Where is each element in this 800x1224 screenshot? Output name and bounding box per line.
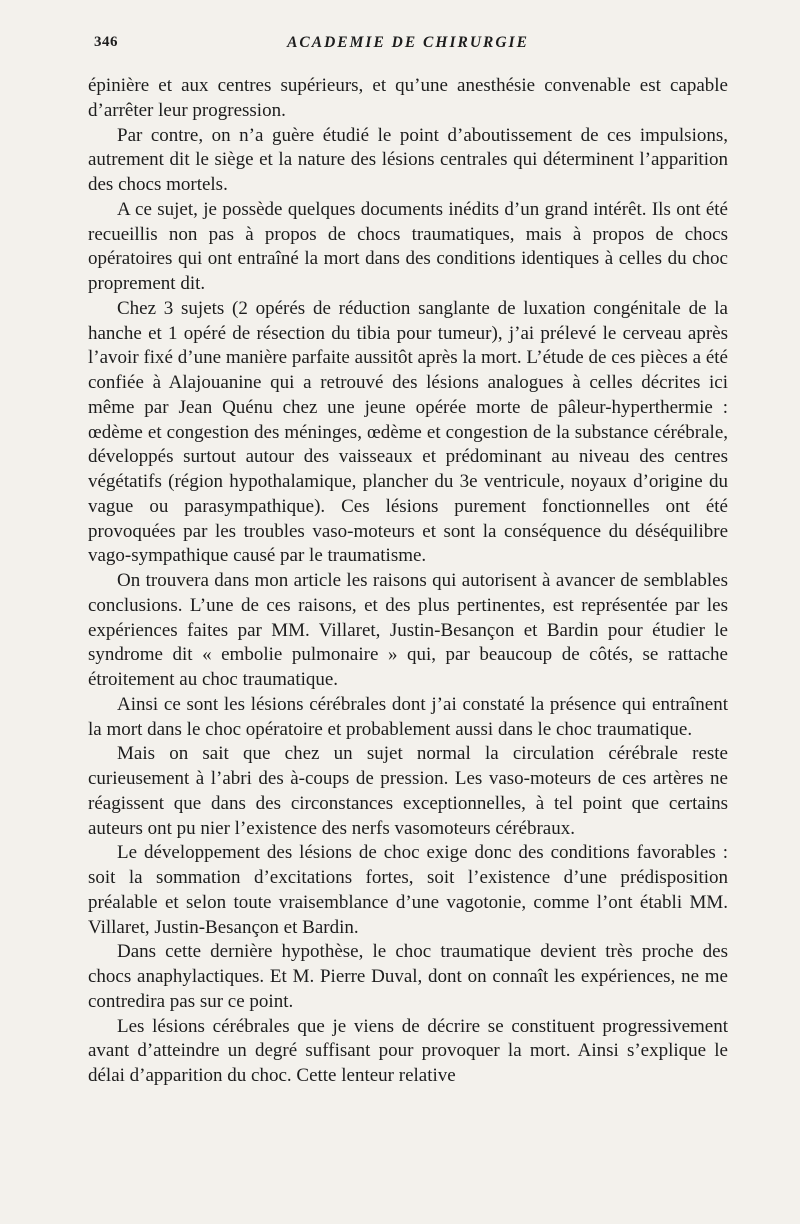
body-text <box>88 74 728 1089</box>
paragraph-7: Mais on sait que chez un sujet normal la circulation cérébrale reste curieusement à l’abri des à-coups de pression. Les vaso-moteurs de ces artères ne réagissent que dans des circonstances exceptionnelles, à tel point que certains auteurs ont pu nier l’existence des nerfs vasomoteurs cérébraux. <box>88 743 728 839</box>
paragraph-1: épinière et aux centres supérieurs, et qu’une anesthésie convenable est capable d’arrêter leur progression. <box>88 75 728 121</box>
paragraph-10: Les lésions cérébrales que je viens de décrire se constituent progressivement avant d’atteindre un degré suffisant pour provoquer la mort. Ainsi s’explique le délai d’apparition du choc. Cette lenteur relative <box>88 1015 728 1086</box>
paragraph-5: On trouvera dans mon article les raisons qui autorisent à avancer de semblables conclusions. L’une de ces raisons, et des plus pertinentes, est représentée par les expériences faites par MM. Villaret, Justin-Besançon et Bardin pour étudier le syndrome dit « embolie pulmonaire » qui, par beaucoup de côtés, se rattache étroitement au choc traumatique. <box>88 570 728 690</box>
page-header <box>88 34 728 58</box>
paragraph-9: Dans cette dernière hypothèse, le choc traumatique devient très proche des chocs anaphylactiques. Et M. Pierre Duval, dont on connaît les expériences, ne me contredira pas sur ce point. <box>88 941 728 1012</box>
paragraph-2: Par contre, on n’a guère étudié le point d’aboutissement de ces impulsions, autrement dit le siège et la nature des lésions centrales qui déterminent l’apparition des chocs mortels. <box>88 124 728 195</box>
paragraph-8: Le développement des lésions de choc exige donc des conditions favorables : soit la sommation d’excitations fortes, soit l’existence d’une prédisposition préalable et selon toute vraisemblance d’une vagotonie, comme l’ont établi MM. Villaret, Justin-Besançon et Bardin. <box>88 842 728 938</box>
paragraph-3: A ce sujet, je possède quelques documents inédits d’un grand intérêt. Ils ont été recueillis non pas à propos de chocs traumatiques, mais à propos de chocs opératoires qui ont entraîné la mort dans des conditions identiques à celles du choc proprement dit. <box>88 198 728 294</box>
paragraph-4: Chez 3 sujets (2 opérés de réduction sanglante de luxation congénitale de la hanche et 1 opéré de résection du tibia pour tumeur), j’ai prélevé le cerveau après l’avoir fixé d’une manière parfaite aussitôt après la mort. L’étude de ces pièces a été confiée à Alajouanine qui a retrouvé des lésions analogues à celles décrites ici même par Jean Quénu chez une jeune opérée morte de pâleur-hyperthermie : œdème et congestion des méninges, œdème et congestion de la substance cérébrale, développés surtout autour des vaisseaux et prédominant au niveau des centres végétatifs (région hypothalamique, plancher du 3e ventricule, noyaux d’origine du vague ou parasympathique). Ces lésions purement fonctionnelles ont été provoquées par les troubles vaso-moteurs et sont la conséquence du déséquilibre vago-sympathique causé par le traumatisme. <box>88 297 728 567</box>
page-number: 346 <box>94 34 118 50</box>
running-title: ACADEMIE DE CHIRURGIE <box>287 34 529 51</box>
paragraph-6: Ainsi ce sont les lésions cérébrales dont j’ai constaté la présence qui entraînent la mort dans le choc opératoire et probablement aussi dans le choc traumatique. <box>88 693 728 740</box>
